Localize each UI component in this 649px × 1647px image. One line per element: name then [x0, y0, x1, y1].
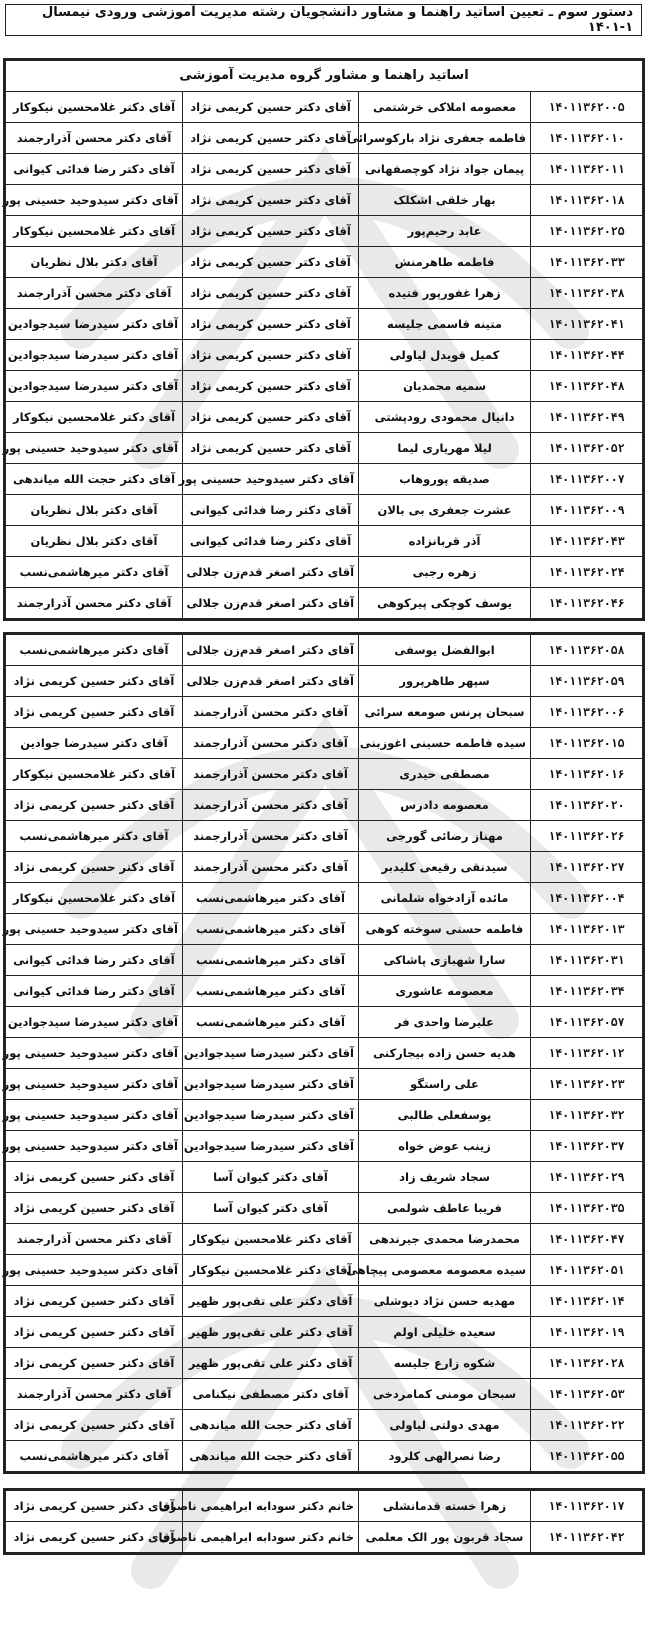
student-id-cell: ۱۴۰۱۱۳۶۲۰۲۳: [531, 1069, 643, 1100]
advisor-professor-cell: آقای دکتر حسین کریمی نژاد: [6, 1317, 183, 1348]
guide-professor-cell: آقای دکتر محسن آذرارجمند: [183, 759, 359, 790]
table-row: [6, 309, 643, 340]
student-name-cell: ابوالفضل یوسفی: [359, 635, 531, 666]
table-row: [6, 1224, 643, 1255]
table-row: [6, 883, 643, 914]
advisor-professor-cell: آقای دکتر رضا فدائی کیوانی: [6, 945, 183, 976]
table-row: [6, 976, 643, 1007]
student-name-cell: لیلا مهریاری لیما: [359, 433, 531, 464]
table-row: [6, 790, 643, 821]
table-row: [6, 495, 643, 526]
student-id-cell: ۱۴۰۱۱۳۶۲۰۲۶: [531, 821, 643, 852]
student-id-cell: ۱۴۰۱۱۳۶۲۰۱۳: [531, 914, 643, 945]
student-id-cell: ۱۴۰۱۱۳۶۲۰۰۴: [531, 883, 643, 914]
student-name-cell: زهرا غفورپور فتیده: [359, 278, 531, 309]
guide-professor-cell: آقای دکتر حسین کریمی نژاد: [183, 402, 359, 433]
table-row: [6, 666, 643, 697]
table-row: [6, 1317, 643, 1348]
table-row: [6, 728, 643, 759]
student-id-cell: ۱۴۰۱۱۳۶۲۰۲۴: [531, 557, 643, 588]
advisor-professor-cell: آقای دکتر سیدرضا سیدجوادین: [6, 371, 183, 402]
advisor-professor-cell: آقای دکتر حجت الله میاندهی: [6, 464, 183, 495]
student-id-cell: ۱۴۰۱۱۳۶۲۰۳۴: [531, 976, 643, 1007]
guide-professor-cell: آقای دکتر میرهاشمی‌نسب: [183, 945, 359, 976]
student-id-cell: ۱۴۰۱۱۳۶۲۰۱۰: [531, 123, 643, 154]
advisor-professor-cell: آقای دکتر حسین کریمی نژاد: [6, 1286, 183, 1317]
student-id-cell: ۱۴۰۱۱۳۶۲۰۱۷: [531, 1491, 643, 1522]
student-id-cell: ۱۴۰۱۱۳۶۲۰۳۱: [531, 945, 643, 976]
guide-professor-cell: آقای دکتر کیوان آسا: [183, 1193, 359, 1224]
advisor-professor-cell: آقای دکتر حسین کریمی نژاد: [6, 666, 183, 697]
advisor-professor-cell: آقای دکتر سیدرضا سیدجوادین: [6, 340, 183, 371]
advisor-professor-cell: آقای دکتر سیدوحید حسینی پور: [6, 1131, 183, 1162]
guide-professor-cell: آقای دکتر کیوان آسا: [183, 1162, 359, 1193]
roster-table-group-3: [5, 1490, 643, 1553]
table-row: [6, 526, 643, 557]
guide-professor-cell: آقای دکتر محسن آذرارجمند: [183, 790, 359, 821]
table-row: [6, 278, 643, 309]
student-name-cell: شکوه زارع جلیسه: [359, 1348, 531, 1379]
table-row: [6, 1491, 643, 1522]
table-row: [6, 1038, 643, 1069]
student-name-cell: معصومه دادرس: [359, 790, 531, 821]
student-id-cell: ۱۴۰۱۱۳۶۲۰۴۳: [531, 526, 643, 557]
table-row: [6, 1162, 643, 1193]
advisor-professor-cell: آقای دکتر غلامحسین نیکوکار: [6, 92, 183, 123]
guide-professor-cell: آقای دکتر حسین کریمی نژاد: [183, 216, 359, 247]
advisor-professor-cell: آقای دکتر سیدوحید حسینی پور: [6, 914, 183, 945]
guide-professor-cell: آقای دکتر حسین کریمی نژاد: [183, 371, 359, 402]
table-row: [6, 759, 643, 790]
section-header: اساتید راهنما و مشاور گروه مدیریت آموزشی: [6, 61, 643, 92]
advisor-professor-cell: آقای دکتر حسین کریمی نژاد: [6, 790, 183, 821]
student-id-cell: ۱۴۰۱۱۳۶۲۰۱۶: [531, 759, 643, 790]
advisor-professor-cell: آقای دکتر سیدرضا جوادین: [6, 728, 183, 759]
guide-professor-cell: آقای دکتر سیدرضا سیدجوادین: [183, 1131, 359, 1162]
student-id-cell: ۱۴۰۱۱۳۶۲۰۴۴: [531, 340, 643, 371]
guide-professor-cell: آقای دکتر سیدرضا سیدجوادین: [183, 1100, 359, 1131]
student-name-cell: سیده فاطمه حسینی اغوزبنی: [359, 728, 531, 759]
student-name-cell: معصومه املاکی خرشتمی: [359, 92, 531, 123]
guide-professor-cell: آقای دکتر غلامحسین نیکوکار: [183, 1255, 359, 1286]
guide-professor-cell: آقای دکتر حجت الله میاندهی: [183, 1441, 359, 1472]
guide-professor-cell: آقای دکتر میرهاشمی‌نسب: [183, 976, 359, 1007]
student-id-cell: ۱۴۰۱۱۳۶۲۰۴۷: [531, 1224, 643, 1255]
roster-table-group-1: [2, 60, 643, 619]
student-name-cell: صدیقه پوروهاب: [359, 464, 531, 495]
student-id-cell: ۱۴۰۱۱۳۶۲۰۵۹: [531, 666, 643, 697]
guide-professor-cell: خانم دکتر سودابه ابراهیمی ناصری: [183, 1491, 359, 1522]
student-id-cell: ۱۴۰۱۱۳۶۲۰۲۷: [531, 852, 643, 883]
student-id-cell: ۱۴۰۱۱۳۶۲۰۳۸: [531, 278, 643, 309]
student-name-cell: فریبا عاطف شولمی: [359, 1193, 531, 1224]
student-name-cell: فاطمه جعفری نژاد بارکوسرائی: [359, 123, 531, 154]
advisor-professor-cell: آقای دکتر رضا فدائی کیوانی: [6, 976, 183, 1007]
guide-professor-cell: آقای دکتر محسن آذرارجمند: [183, 697, 359, 728]
table-row: [6, 852, 643, 883]
advisor-professor-cell: آقای دکتر سیدرضا سیدجوادین: [6, 1007, 183, 1038]
advisor-professor-cell: آقای دکتر سیدوحید حسینی پور: [6, 1069, 183, 1100]
student-name-cell: علی راستگو: [359, 1069, 531, 1100]
student-id-cell: ۱۴۰۱۱۳۶۲۰۲۰: [531, 790, 643, 821]
table-row: [6, 1193, 643, 1224]
student-name-cell: هدیه حسن زاده بیجارکنی: [359, 1038, 531, 1069]
student-id-cell: ۱۴۰۱۱۳۶۲۰۵۳: [531, 1379, 643, 1410]
table-row: [6, 1255, 643, 1286]
advisor-professor-cell: آقای دکتر حسین کریمی نژاد: [6, 1348, 183, 1379]
student-name-cell: مصطفی حیدری: [359, 759, 531, 790]
student-name-cell: آذر قربانزاده: [359, 526, 531, 557]
student-id-cell: ۱۴۰۱۱۳۶۲۰۵۷: [531, 1007, 643, 1038]
advisor-professor-cell: آقای دکتر حسین کریمی نژاد: [6, 1410, 183, 1441]
student-id-cell: ۱۴۰۱۱۳۶۲۰۵۵: [531, 1441, 643, 1472]
student-id-cell: ۱۴۰۱۱۳۶۲۰۰۷: [531, 464, 643, 495]
guide-professor-cell: آقای دکتر حسین کریمی نژاد: [183, 433, 359, 464]
student-name-cell: متینه قاسمی جلیسه: [359, 309, 531, 340]
guide-professor-cell: آقای دکتر حسین کریمی نژاد: [183, 154, 359, 185]
advisor-professor-cell: آقای دکتر محسن آذرارجمند: [6, 278, 183, 309]
guide-professor-cell: آقای دکتر علی تقی‌پور ظهیر: [183, 1286, 359, 1317]
guide-professor-cell: آقای دکتر محسن آذرارجمند: [183, 728, 359, 759]
guide-professor-cell: آقای دکتر میرهاشمی‌نسب: [183, 914, 359, 945]
student-name-cell: مهدیه حسن نژاد دیوشلی: [359, 1286, 531, 1317]
student-name-cell: معصومه عاشوری: [359, 976, 531, 1007]
advisor-professor-cell: آقای دکتر غلامحسین نیکوکار: [6, 759, 183, 790]
table-row: [6, 185, 643, 216]
student-name-cell: یوسف کوچکی پیرکوهی: [359, 588, 531, 619]
guide-professor-cell: خانم دکتر سودابه ابراهیمی ناصری: [183, 1522, 359, 1553]
student-name-cell: زهره رجبی: [359, 557, 531, 588]
advisor-professor-cell: آقای دکتر غلامحسین نیکوکار: [6, 402, 183, 433]
table-row: [6, 1441, 643, 1472]
guide-professor-cell: آقای دکتر محسن آذرارجمند: [183, 821, 359, 852]
table-row: [6, 371, 643, 402]
table-row: [6, 635, 643, 666]
student-id-cell: ۱۴۰۱۱۳۶۲۰۴۲: [531, 1522, 643, 1553]
advisor-professor-cell: آقای دکتر حسین کریمی نژاد: [6, 1193, 183, 1224]
student-name-cell: علیرضا واحدی فر: [359, 1007, 531, 1038]
table-row: [6, 588, 643, 619]
student-name-cell: زینب عوض خواه: [359, 1131, 531, 1162]
student-id-cell: ۱۴۰۱۱۳۶۲۰۴۱: [531, 309, 643, 340]
table-row: [6, 697, 643, 728]
table-row: [6, 557, 643, 588]
guide-professor-cell: آقای دکتر اصغر قدم‌زن جلالی: [183, 588, 359, 619]
table-row: [6, 1348, 643, 1379]
table-row: [6, 821, 643, 852]
advisor-professor-cell: آقای دکتر محسن آذرارجمند: [6, 1224, 183, 1255]
student-name-cell: عابد رحیم‌پور: [359, 216, 531, 247]
student-name-cell: زهرا خسته قدمانشلی: [359, 1491, 531, 1522]
table-row: [6, 92, 643, 123]
advisor-professor-cell: آقای دکتر حسین کریمی نژاد: [6, 1522, 183, 1553]
guide-professor-cell: آقای دکتر حسین کریمی نژاد: [183, 92, 359, 123]
advisor-professor-cell: آقای دکتر بلال نظریان: [6, 526, 183, 557]
advisor-professor-cell: آقای دکتر سیدوحید حسینی پور: [6, 1038, 183, 1069]
table-row: [6, 340, 643, 371]
student-name-cell: سبحان پرنس صومعه سرائی: [359, 697, 531, 728]
advisor-professor-cell: آقای دکتر سیدوحید حسینی پور: [6, 1255, 183, 1286]
guide-professor-cell: آقای دکتر سیدرضا سیدجوادین: [183, 1069, 359, 1100]
student-name-cell: عشرت جعفری بی بالان: [359, 495, 531, 526]
table-row: [6, 1069, 643, 1100]
guide-professor-cell: آقای دکتر رضا فدائی کیوانی: [183, 526, 359, 557]
table-row: [6, 402, 643, 433]
roster-table-group-2: [2, 634, 643, 1472]
guide-professor-cell: آقای دکتر اصغر قدم‌زن جلالی: [183, 666, 359, 697]
student-name-cell: محمدرضا محمدی جیرندهی: [359, 1224, 531, 1255]
guide-professor-cell: آقای دکتر حسین کریمی نژاد: [183, 185, 359, 216]
guide-professor-cell: آقای دکتر علی تقی‌پور ظهیر: [183, 1317, 359, 1348]
advisor-professor-cell: آقای دکتر میرهاشمی‌نسب: [6, 557, 183, 588]
student-name-cell: بهار خلقی اشکلک: [359, 185, 531, 216]
table-row: [6, 1522, 643, 1553]
advisor-professor-cell: آقای دکتر محسن آذرارجمند: [6, 1379, 183, 1410]
advisor-professor-cell: آقای دکتر بلال نظریان: [6, 247, 183, 278]
student-id-cell: ۱۴۰۱۱۳۶۲۰۰۵: [531, 92, 643, 123]
student-id-cell: ۱۴۰۱۱۳۶۲۰۴۹: [531, 402, 643, 433]
student-id-cell: ۱۴۰۱۱۳۶۲۰۰۹: [531, 495, 643, 526]
guide-professor-cell: آقای دکتر حسین کریمی نژاد: [183, 309, 359, 340]
page-title: دستور سوم ـ تعیین اساتید راهنما و مشاور دانشجویان رشته مدیریت آموزشی ورودی نیمسال ۱-۱۴۰۱: [5, 4, 642, 36]
guide-professor-cell: آقای دکتر غلامحسین نیکوکار: [183, 1224, 359, 1255]
guide-professor-cell: آقای دکتر حسین کریمی نژاد: [183, 247, 359, 278]
guide-professor-cell: آقای دکتر سیدرضا سیدجوادین: [183, 1038, 359, 1069]
student-id-cell: ۱۴۰۱۱۳۶۲۰۳۵: [531, 1193, 643, 1224]
student-id-cell: ۱۴۰۱۱۳۶۲۰۲۵: [531, 216, 643, 247]
table-row: [6, 154, 643, 185]
guide-professor-cell: آقای دکتر اصغر قدم‌زن جلالی: [183, 635, 359, 666]
advisor-professor-cell: آقای دکتر غلامحسین نیکوکار: [6, 216, 183, 247]
advisor-professor-cell: آقای دکتر میرهاشمی‌نسب: [6, 821, 183, 852]
student-name-cell: رضا نصرالهی کلرود: [359, 1441, 531, 1472]
student-name-cell: سمیه محمدیان: [359, 371, 531, 402]
guide-professor-cell: آقای دکتر اصغر قدم‌زن جلالی: [183, 557, 359, 588]
student-id-cell: ۱۴۰۱۱۳۶۲۰۵۸: [531, 635, 643, 666]
student-name-cell: سبحان مومنی کمامردخی: [359, 1379, 531, 1410]
table-row: [6, 247, 643, 278]
advisor-professor-cell: آقای دکتر حسین کریمی نژاد: [6, 1162, 183, 1193]
table-row: [6, 123, 643, 154]
table-row: [6, 914, 643, 945]
section-header-row: [6, 61, 643, 92]
guide-professor-cell: آقای دکتر مصطفی نیکنامی: [183, 1379, 359, 1410]
advisor-professor-cell: آقای دکتر سیدرضا سیدجوادین: [6, 309, 183, 340]
advisor-professor-cell: آقای دکتر حسین کریمی نژاد: [6, 1491, 183, 1522]
table-row: [6, 1410, 643, 1441]
student-id-cell: ۱۴۰۱۱۳۶۲۰۳۲: [531, 1100, 643, 1131]
guide-professor-cell: آقای دکتر علی تقی‌پور ظهیر: [183, 1348, 359, 1379]
student-id-cell: ۱۴۰۱۱۳۶۲۰۳۳: [531, 247, 643, 278]
student-id-cell: ۱۴۰۱۱۳۶۲۰۱۵: [531, 728, 643, 759]
student-id-cell: ۱۴۰۱۱۳۶۲۰۱۹: [531, 1317, 643, 1348]
student-name-cell: سعیده خلیلی اولم: [359, 1317, 531, 1348]
guide-professor-cell: آقای دکتر حسین کریمی نژاد: [183, 123, 359, 154]
student-name-cell: فاطمه طاهرمنش: [359, 247, 531, 278]
student-id-cell: ۱۴۰۱۱۳۶۲۰۵۲: [531, 433, 643, 464]
student-name-cell: کمیل قویدل لیاولی: [359, 340, 531, 371]
table-row: [6, 1379, 643, 1410]
student-name-cell: فاطمه حسنی سوخته کوهی: [359, 914, 531, 945]
student-name-cell: سجاد قربون پور الک معلمی: [359, 1522, 531, 1553]
guide-professor-cell: آقای دکتر میرهاشمی‌نسب: [183, 1007, 359, 1038]
student-id-cell: ۱۴۰۱۱۳۶۲۰۲۸: [531, 1348, 643, 1379]
student-name-cell: سجاد شریف زاد: [359, 1162, 531, 1193]
guide-professor-cell: آقای دکتر سیدوحید حسینی پور: [183, 464, 359, 495]
advisor-professor-cell: آقای دکتر رضا فدائی کیوانی: [6, 154, 183, 185]
table-row: [6, 433, 643, 464]
student-name-cell: سارا شهبازی پاشاکی: [359, 945, 531, 976]
student-id-cell: ۱۴۰۱۱۳۶۲۰۲۹: [531, 1162, 643, 1193]
student-name-cell: مائده آزادخواه شلمانی: [359, 883, 531, 914]
table-row: [6, 464, 643, 495]
advisor-professor-cell: آقای دکتر سیدوحید حسینی پور: [6, 185, 183, 216]
guide-professor-cell: آقای دکتر رضا فدائی کیوانی: [183, 495, 359, 526]
table-row: [6, 1131, 643, 1162]
student-id-cell: ۱۴۰۱۱۳۶۲۰۱۲: [531, 1038, 643, 1069]
advisor-professor-cell: آقای دکتر غلامحسین نیکوکار: [6, 883, 183, 914]
advisor-professor-cell: آقای دکتر سیدوحید حسینی پور: [6, 433, 183, 464]
student-id-cell: ۱۴۰۱۱۳۶۲۰۱۸: [531, 185, 643, 216]
student-name-cell: سیده معصومه معصومی پیچاهی: [359, 1255, 531, 1286]
advisor-professor-cell: آقای دکتر محسن آذرارجمند: [6, 588, 183, 619]
student-id-cell: ۱۴۰۱۱۳۶۲۰۴۶: [531, 588, 643, 619]
table-row: [6, 1007, 643, 1038]
student-id-cell: ۱۴۰۱۱۳۶۲۰۵۱: [531, 1255, 643, 1286]
student-name-cell: مهناز رضائی گورجی: [359, 821, 531, 852]
table-row: [6, 1100, 643, 1131]
student-id-cell: ۱۴۰۱۱۳۶۲۰۰۶: [531, 697, 643, 728]
student-name-cell: پیمان جواد نژاد کوچصفهانی: [359, 154, 531, 185]
student-id-cell: ۱۴۰۱۱۳۶۲۰۲۲: [531, 1410, 643, 1441]
advisor-professor-cell: آقای دکتر سیدوحید حسینی پور: [6, 1100, 183, 1131]
student-name-cell: یوسفعلی طالبی: [359, 1100, 531, 1131]
advisor-professor-cell: آقای دکتر حسین کریمی نژاد: [6, 852, 183, 883]
student-name-cell: سپهر طاهرپرور: [359, 666, 531, 697]
advisor-professor-cell: آقای دکتر بلال نظریان: [6, 495, 183, 526]
table-row: [6, 945, 643, 976]
guide-professor-cell: آقای دکتر حجت الله میاندهی: [183, 1410, 359, 1441]
table-row: [6, 216, 643, 247]
table-row: [6, 1286, 643, 1317]
guide-professor-cell: آقای دکتر حسین کریمی نژاد: [183, 278, 359, 309]
student-id-cell: ۱۴۰۱۱۳۶۲۰۱۱: [531, 154, 643, 185]
student-id-cell: ۱۴۰۱۱۳۶۲۰۱۴: [531, 1286, 643, 1317]
student-name-cell: مهدی دولتی لیاولی: [359, 1410, 531, 1441]
student-id-cell: ۱۴۰۱۱۳۶۲۰۴۸: [531, 371, 643, 402]
advisor-professor-cell: آقای دکتر محسن آذرارجمند: [6, 123, 183, 154]
guide-professor-cell: آقای دکتر حسین کریمی نژاد: [183, 340, 359, 371]
student-name-cell: سیدنقی رقیعی کلیدبر: [359, 852, 531, 883]
advisor-professor-cell: آقای دکتر میرهاشمی‌نسب: [6, 1441, 183, 1472]
guide-professor-cell: آقای دکتر میرهاشمی‌نسب: [183, 883, 359, 914]
student-id-cell: ۱۴۰۱۱۳۶۲۰۳۷: [531, 1131, 643, 1162]
advisor-professor-cell: آقای دکتر میرهاشمی‌نسب: [6, 635, 183, 666]
guide-professor-cell: آقای دکتر محسن آذرارجمند: [183, 852, 359, 883]
student-name-cell: دانیال محمودی رودپشتی: [359, 402, 531, 433]
advisor-professor-cell: آقای دکتر حسین کریمی نژاد: [6, 697, 183, 728]
